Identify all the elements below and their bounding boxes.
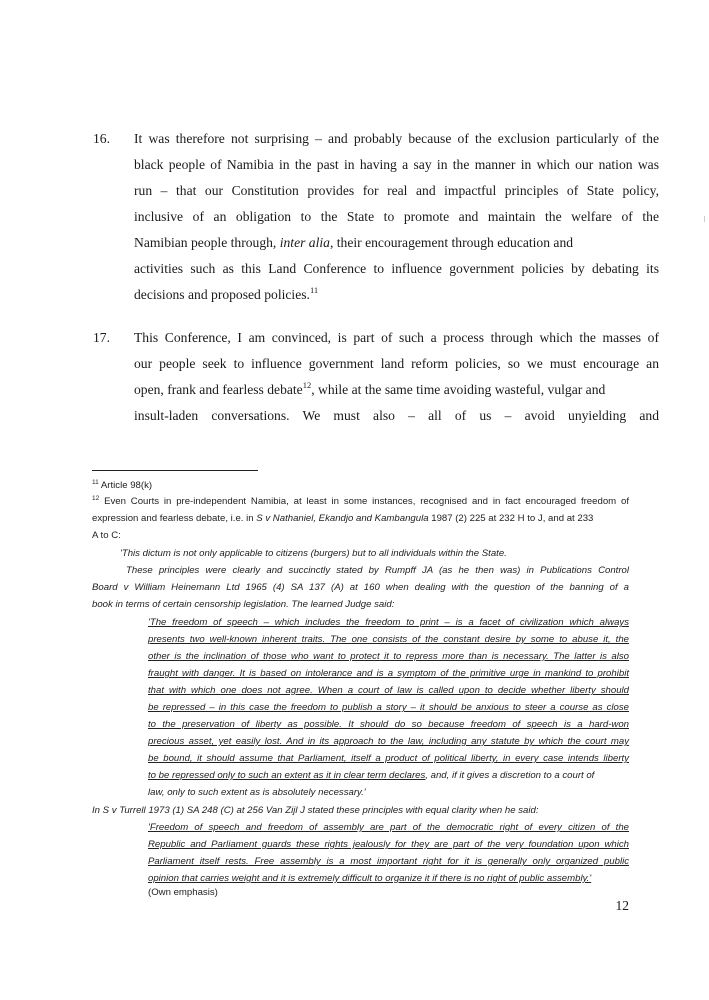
paragraph-line: our people seek to influence government land reform policies, so we must encourage an	[134, 356, 659, 371]
paragraph-line: inclusive of an obligation to the State to promote and maintain the welfare of the	[134, 209, 659, 224]
footnote-text: expression and fearless debate, i.e. in	[92, 513, 254, 524]
paragraph-line	[134, 382, 659, 398]
footnote-line	[92, 513, 629, 524]
inner-quote-line: other is the inclination of those who want to protect it to repress more than is necessary. The latter is also	[148, 651, 629, 662]
footnote-text: Article 98(k)	[100, 480, 153, 491]
footnote-marker: 11	[92, 479, 99, 486]
inner-quote-line: presents two well-known inherent traits. The one consists of the constant desire by some to abuse it, the	[148, 634, 629, 645]
inner-quote-line: be bound, it should assume that Parliament, itself a product of political liberty, in every case intends liberty	[148, 753, 629, 764]
inner-quote-line: Republic and Parliament guards these rights jealously for they are part of the very foundation upon which	[148, 839, 629, 850]
footnote-line	[92, 496, 629, 507]
paragraph-line: It was therefore not surprising – and probably because of the exclusion particularly of the	[134, 131, 659, 146]
footnote-text: Even Courts in pre-independent Namibia, at least in some instances, recognised and in fact encouraged freedom of	[104, 496, 629, 507]
scan-mark	[704, 216, 705, 222]
inner-quote-line	[148, 770, 629, 781]
latin-phrase: inter alia	[279, 235, 330, 250]
inner-quote-text: , and, if it gives a discretion to a court of	[425, 770, 595, 781]
quote-line: In S v Turrell 1973 (1) SA 248 (C) at 256 Van Zijl J stated these principles with equal clarity when he said:	[92, 805, 539, 816]
inner-quote-text: to be repressed only to such an extent as it in clear term declares	[148, 770, 426, 781]
paragraph-text: , while at the same time avoiding wasteful, vulgar and	[311, 382, 606, 397]
inner-quote-line: to the preservation of liberty as possible. It should do so because freedom of speech is a hard-won	[148, 719, 629, 730]
paragraph-text: decisions and proposed policies.	[134, 287, 310, 302]
paragraph-line: activities such as this Land Conference to influence government policies by debating its	[134, 261, 659, 276]
quote-line: These principles were clearly and succinctly stated by Rumpff JA (as he then was) in Publications Control	[126, 565, 629, 576]
inner-quote-line: 'Freedom of speech and freedom of assembly are part of the democratic right of every citizen of the	[148, 822, 629, 833]
paragraph-line: This Conference, I am convinced, is part of such a process through which the masses of	[134, 330, 659, 345]
footnote-11	[92, 480, 632, 494]
paragraph-line	[134, 287, 318, 303]
footnote-line: A to C:	[92, 530, 121, 541]
footnote-12	[92, 496, 632, 896]
paragraph-text: Namibian people through,	[134, 235, 277, 250]
paragraph-number: 17.	[93, 330, 110, 345]
inner-quote-line: 'The freedom of speech – which includes the freedom to print – is a facet of civilization which always	[148, 617, 629, 628]
quote-line: 'This dictum is not only applicable to citizens (burgers) but to all individuals within the State.	[120, 548, 507, 559]
footnote-ref[interactable]: 11	[309, 285, 319, 295]
footnote-marker: 12	[92, 495, 100, 502]
inner-quote-line: fraught with danger. It is based on intolerance and is a symptom of the primitive urge in mankind to prohibit	[148, 668, 629, 679]
paragraph-number: 16.	[93, 131, 110, 146]
paragraph-line: insult-laden conversations. We must also – all of us – avoid unyielding and	[134, 408, 659, 423]
footnote-text: 1987 (2) 225 at 232 H to J, and at 233	[431, 513, 594, 524]
footnote-ref[interactable]: 12	[302, 380, 312, 390]
paragraph-text: open, frank and fearless debate	[134, 382, 303, 397]
inner-quote-line: Parliament itself rests. Free assembly is a most important right for it is generally only organized public	[148, 856, 629, 867]
inner-quote-line: law, only to such extent as is absolutely necessary.'	[148, 787, 366, 798]
inner-quote-line: that with which one does not agree. When a court of law is called upon to decide whether liberty should	[148, 685, 629, 696]
inner-quote-line: precious asset, yet easily lost. And in its approach to the law, including any statute by which the court may	[148, 736, 629, 747]
emphasis-note: (Own emphasis)	[148, 887, 218, 898]
page-number: 12	[615, 898, 629, 913]
paragraph-line	[134, 235, 659, 251]
inner-quote-line: be repressed – in this case the freedom to publish a story – it should be anxious to steer a course as close	[148, 702, 629, 713]
inner-quote-line: opinion that carries weight and it is extremely difficult to organize it if there is no right of public assembly.'	[148, 873, 592, 884]
paragraph-16	[93, 131, 663, 311]
quote-line: Board v William Heinemann Ltd 1965 (4) SA 137 (A) at 160 when dealing with the question of the banning of a	[92, 582, 629, 593]
paragraph-line: black people of Namibia in the past in having a say in the manner in which our nation was	[134, 157, 659, 172]
paragraph-text: , their encouragement through education and	[329, 235, 574, 250]
footnote-separator	[92, 470, 258, 471]
quote-line: book in terms of certain censorship legislation. The learned Judge said:	[92, 599, 395, 610]
case-name: S v Nathaniel, Ekandjo and Kambangula	[256, 513, 429, 524]
paragraph-17	[93, 330, 663, 440]
paragraph-line: run – that our Constitution provides for real and impactful principles of State policy,	[134, 183, 659, 198]
